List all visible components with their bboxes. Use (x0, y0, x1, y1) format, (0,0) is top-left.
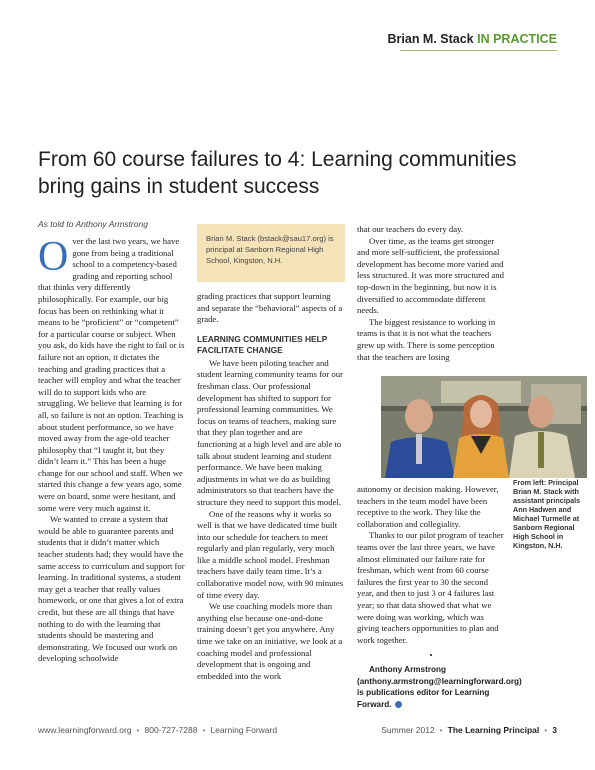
section-bullet: • (429, 650, 433, 661)
column-1 (38, 236, 185, 665)
header-rule (400, 50, 557, 51)
paragraph: ver the last two years, we have gone from being a traditional school to a competency-based grading and reporting school that thinks very differently philosophically. For example, our big focus has been on rethinking what it means to be “proficient” or “competent” for a particular course or subject. When you ask, do kids have the right to fail or is failure not an option, it dictates the teaching and grading practices that a teacher will employ and what the teacher will do to support kids who are struggling. We believe that learning is for all, so failure is not an option. Teaching is about student performance, so we have moved away from the age-old teacher philosophy that “I taught it, but they didn’t learn it.” This has been a huge change for our school and staff. When we started this change a few years ago, some were on board, some were hesitant, and some were very much against it. (38, 236, 185, 513)
contributor-bio (357, 664, 522, 710)
column-3-top (357, 224, 507, 363)
footer-phone: 800-727-7288 (144, 725, 198, 735)
paragraph: We wanted to create a system that would be able to guarantee parents and students that it didn’t matter which teacher students had; they would have the same access to curriculum and support for learning. In traditional systems, a student may get a teacher that really values homework, or one that gives a lot of extra credit, but these are all things that have nothing to do with the learning that students should be mastering and demonstrating. We focused our work on developing schoolwide (38, 514, 185, 664)
end-mark-icon (395, 701, 402, 708)
paragraph: Over time, as the teams get stronger and more self-sufficient, the professional development has become more varied and less structured. It was more structured and top-down in the beginning, but now it is diversified to accommodate different needs. (357, 235, 504, 316)
paragraph: We have been piloting teacher and student learning community teams for our freshman class. Our professional development has shifted to support for professional learning communities. We focus on teams of teachers, making sure that they plan together and are functioning at a high level and are able to talk about student learning and student performance. We have been making adjustments in what we do as building administrators so that teachers have the structure they need to support this model. (197, 357, 343, 507)
paragraph: grading practices that support learning and separate the “behavioral” aspects of a grade. (197, 291, 343, 325)
photo-caption: From left: Principal Brian M. Stack with assistant principals Ann Hadwen and Michael Turmelle at Sanborn Regional High School in Kingston, N.H. (513, 478, 581, 550)
subheading: LEARNING COMMUNITIES HELP FACILITATE CHANGE (197, 333, 328, 355)
header-author: Brian M. Stack (387, 32, 474, 46)
paragraph: We use coaching models more than anything else because one-and-done training doesn’t get you anywhere. Any time we take on an initiative, we look at a coaching model and professional development that is ongoing and embedded into the work (197, 601, 343, 681)
footer-separator: • (136, 725, 140, 735)
page-number: 3 (552, 725, 557, 735)
author-note-box (197, 224, 345, 282)
column-2 (197, 291, 344, 682)
article-title: From 60 course failures to 4: Learning communities bring gains in student success (38, 148, 517, 198)
contributor-bio-text: Anthony Armstrong (anthony.armstrong@learningforward.org) is publications editor for Learning Forward. (357, 664, 522, 709)
header-section: IN PRACTICE (477, 32, 557, 46)
staff-photo (381, 376, 587, 478)
running-header (388, 32, 558, 46)
paragraph: The biggest resistance to working in teams is that it is not what the teachers grew up with. There is some perception that the teachers are losing (357, 316, 496, 362)
paragraph: that our teachers do every day. (357, 224, 464, 234)
column-3-bottom (357, 484, 522, 710)
footer-separator: • (439, 725, 443, 735)
drop-cap: O (38, 234, 69, 280)
author-note-text: Brian M. Stack (bstack@sau17.org) is principal at Sanborn Regional High School, Kingston, N.H. (206, 234, 334, 265)
byline: As told to Anthony Armstrong (38, 219, 148, 229)
footer-org: Learning Forward (210, 725, 278, 735)
paragraph: One of the reasons why it works so well is that we have dedicated time built into our schedule for teachers to meet regularly and plan regularly, very much like a middle school model. Freshman teachers have daily team time. It’s a collaborative model now, with 90 minutes of time every day. (197, 508, 344, 600)
footer-publication: The Learning Principal (447, 725, 540, 735)
footer-issue: Summer 2012 (381, 725, 435, 735)
paragraph: Thanks to our pilot program of teacher teams over the last three years, we have almost eliminated our failure rate for freshman, which went from 60 course failures the first year to 30 the second year, and then to just 3 or 4 failures last year; so that data showed that what we were doing was working, which was giving teachers opportunities to plan and work together. (357, 530, 504, 645)
paragraph: autonomy or decision making. However, teachers in the team model have been receptive to the work. They like the collaboration and collegiality. (357, 484, 499, 529)
footer-separator: • (202, 725, 206, 735)
footer-separator: • (544, 725, 548, 735)
footer-website[interactable]: www.learningforward.org (38, 725, 132, 735)
